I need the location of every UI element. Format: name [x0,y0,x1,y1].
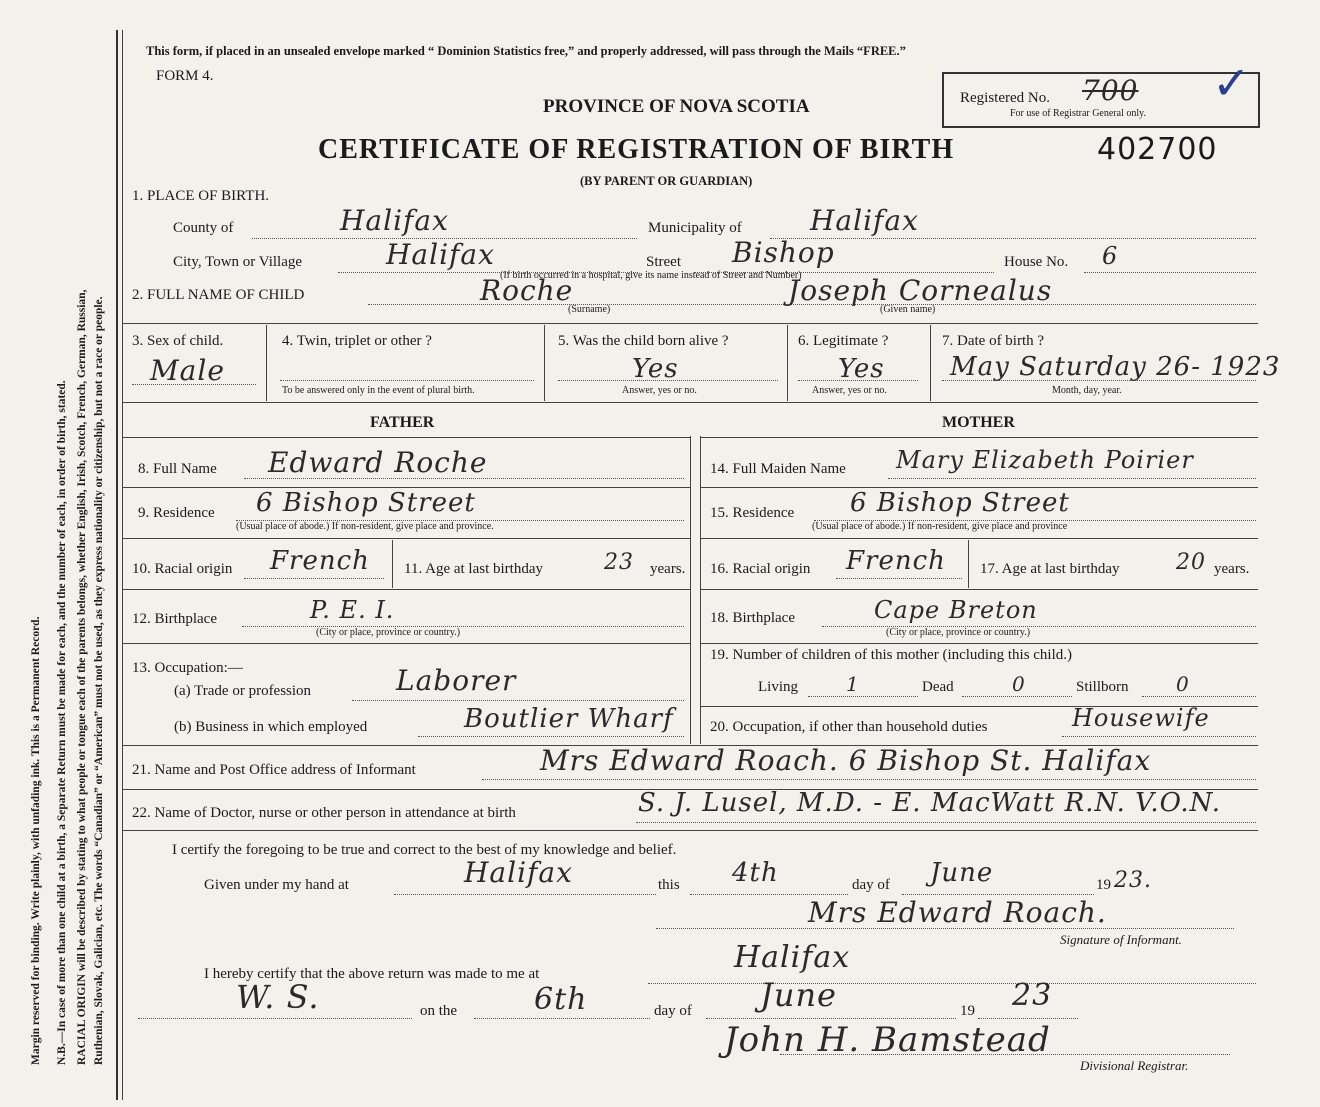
mother-age-value: 20 [1176,550,1206,575]
legitimate-value: Yes [838,354,885,384]
business-value: Boutlier Wharf [464,704,674,734]
twin-label: 4. Twin, triplet or other ? [282,333,432,349]
sex-line [132,384,256,385]
mother-birthplace-value: Cape Breton [874,596,1038,624]
father-age-value: 23 [604,550,634,575]
municipality-value: Halifax [810,204,919,237]
mother-age-label: 17. Age at last birthday [980,561,1120,577]
registrar-day-of-label: day of [654,1003,692,1019]
father-heading: FATHER [370,414,435,431]
legitimate-line [798,380,918,381]
given-under-label: Given under my hand at [204,877,349,893]
informant-signature: Mrs Edward Roach. [808,896,1107,929]
col-divider-1 [266,325,267,401]
mother-residence-value: 6 Bishop Street [850,488,1070,518]
father-line-3 [122,538,690,539]
city-value: Halifax [386,238,495,271]
county-label: County of [173,220,234,236]
side-note-4: Ruthenian, Slovak, Galician, etc. The words “Canadian” or “American” must not be used, as they express nationality or citizenship, but not a race or people. [93,296,105,1065]
registered-no-value: 700 [1082,74,1139,107]
row-border-bottom [122,402,1258,403]
dob-label: 7. Date of birth ? [942,333,1045,349]
mother-line-4 [700,589,1258,590]
city-label: City, Town or Village [173,254,303,270]
mother-race-label: 16. Racial origin [710,561,811,577]
informant-label: 21. Name and Post Office address of Informant [132,762,416,778]
doctor-line [636,822,1256,823]
given-year-value: 23. [1114,868,1152,893]
father-name-value: Edward Roche [268,446,488,479]
mother-top-line [700,437,1258,438]
father-race-value: French [270,546,370,576]
father-residence-note: (Usual place of abode.) If non-resident, give place and province. [236,521,494,532]
mother-birthplace-note: (City or place, province or country.) [886,627,1031,638]
given-day-of-label: day of [852,877,890,893]
legitimate-note: Answer, yes or no. [812,385,887,396]
dead-line [962,696,1072,697]
doctor-label: 22. Name of Doctor, nurse or other person in attendance at birth [132,805,516,821]
municipality-line [770,238,1256,239]
informant-value: Mrs Edward Roach. 6 Bishop St. Halifax [540,744,1152,777]
alive-note: Answer, yes or no. [622,385,697,396]
place-of-birth-label: 1. PLACE OF BIRTH. [132,188,270,204]
living-value: 1 [846,672,860,696]
father-residence-label: 9. Residence [138,505,215,521]
mother-race-divider [968,540,969,588]
street-label: Street [646,254,681,270]
registrar-month-value: June [760,976,837,1014]
twin-note: To be answered only in the event of plural birth. [282,385,475,396]
doctor-bottom-line [122,830,1258,831]
house-line [1084,272,1256,273]
father-birthplace-note: (City or place, province or country.) [316,627,461,638]
business-label: (b) Business in which employed [174,719,368,735]
blue-check-mark: ✓ [1212,58,1251,109]
living-line [808,696,918,697]
occupation-label: 13. Occupation:— [132,660,243,676]
mother-name-value: Mary Elizabeth Poirier [896,446,1194,474]
municipality-label: Municipality of [648,220,742,236]
given-year-prefix: 19 [1096,877,1111,893]
alive-value: Yes [632,354,679,384]
mother-name-line [888,478,1256,479]
father-birthplace-line [242,626,684,627]
given-day-value: 4th [732,858,779,888]
stillborn-value: 0 [1176,672,1190,696]
province-heading: PROVINCE OF NOVA SCOTIA [543,96,810,117]
given-day-line [690,894,848,895]
surname-note: (Surname) [568,304,611,315]
form-number: FORM 4. [156,68,214,84]
registrar-place-line [648,983,1256,984]
child-name-label: 2. FULL NAME OF CHILD [132,287,305,303]
binding-margin-line [116,30,118,1100]
mother-occupation-line [1062,736,1256,737]
house-value: 6 [1102,242,1119,270]
mother-line-3 [700,538,1258,539]
registrar-signature-label: Divisional Registrar. [1080,1058,1189,1073]
alive-label: 5. Was the child born alive ? [558,333,729,349]
hospital-note: (If birth occurred in a hospital, give its name instead of Street and Number) [500,270,802,281]
mother-line-5 [700,643,1258,644]
certificate-subtitle: (BY PARENT OR GUARDIAN) [580,174,753,188]
side-note-3: RACIAL ORIGIN will be described by stating to what people or tongue each of the parents belongs, whether English, Irish, Scotch, French, German, Russian, [76,289,88,1065]
father-race-line [244,578,384,579]
father-birthplace-value: P. E. I. [310,596,395,624]
given-place-line [394,894,656,895]
dob-line [942,380,1256,381]
children-count-label: 19. Number of children of this mother (including this child.) [710,647,1073,663]
father-top-line [122,437,690,438]
registrar-year-line [978,1018,1078,1019]
sex-label: 3. Sex of child. [132,333,224,349]
county-value: Halifax [340,204,449,237]
mother-years: years. [1214,561,1250,577]
stamped-number: 402700 [1097,132,1218,167]
mother-residence-label: 15. Residence [710,505,795,521]
father-race-label: 10. Racial origin [132,561,233,577]
trade-label: (a) Trade or profession [174,683,312,699]
sex-value: Male [150,354,225,387]
trade-line [352,700,684,701]
mother-birthplace-label: 18. Birthplace [710,610,795,626]
dob-value: May Saturday 26- 1923 [950,352,1281,382]
certificate-title: CERTIFICATE OF REGISTRATION OF BIRTH [318,134,955,165]
street-value: Bishop [732,236,835,269]
parents-divider-2 [700,436,701,744]
registrar-place-value: Halifax [734,940,851,975]
mail-notice: This form, if placed in an unsealed envelope marked “ Dominion Statistics free,” and properly addressed, will pass through the Mails “FREE.” [146,44,906,58]
binding-margin-line-2 [122,30,123,1100]
side-note-2: N.B.—In case of more than one child at a birth, a Separate Return must be made for each, and the number of each, in order of birth, stated. [56,380,68,1065]
father-line-4 [122,589,690,590]
signature-label: Signature of Informant. [1060,932,1182,947]
stillborn-line [1142,696,1256,697]
registrar-month-line [706,1018,956,1019]
dead-value: 0 [1012,672,1026,696]
father-years: years. [650,561,686,577]
given-month-line [902,894,1094,895]
stillborn-label: Stillborn [1076,679,1129,695]
father-residence-value: 6 Bishop Street [256,488,476,518]
registrar-at-value: W. S. [236,978,320,1016]
registrar-year-value: 23 [1012,978,1053,1013]
given-place-value: Halifax [464,856,573,889]
child-given-name: Joseph Cornealus [788,274,1053,307]
registered-no-label: Registered No. [960,90,1050,106]
informant-line [482,779,1256,780]
mother-race-line [836,578,962,579]
given-month-value: June [930,858,994,888]
mother-residence-note: (Usual place of abode.) If non-resident, give place and province [812,521,1068,532]
doctor-value: S. J. Lusel, M.D. - E. MacWatt R.N. V.O.N. [638,788,1221,818]
mother-heading: MOTHER [942,414,1015,431]
certify-text: I certify the foregoing to be true and correct to the best of my knowledge and belief. [172,842,677,858]
father-line-5 [122,643,690,644]
father-name-label: 8. Full Name [138,461,217,477]
row-border-top [122,323,1258,324]
house-label: House No. [1004,254,1069,270]
living-label: Living [758,679,798,695]
father-birthplace-label: 12. Birthplace [132,611,217,627]
registrar-at-line [138,1018,412,1019]
registrar-certify-text: I hereby certify that the above return was made to me at [204,966,540,982]
dead-label: Dead [922,679,954,695]
father-age-label: 11. Age at last birthday [404,561,543,577]
trade-value: Laborer [396,664,517,697]
on-the-label: on the [420,1003,458,1019]
given-name-note: (Given name) [880,304,936,315]
child-surname: Roche [480,274,574,307]
col-divider-4 [930,325,931,401]
parents-divider-1 [690,436,691,744]
registrar-general-note: For use of Registrar General only. [1010,108,1146,119]
alive-line [558,380,778,381]
mother-name-label: 14. Full Maiden Name [710,461,846,477]
registrar-day-line [474,1018,650,1019]
registrar-day-value: 6th [534,982,588,1017]
col-divider-3 [787,325,788,401]
col-divider-2 [544,325,545,401]
twin-line [280,380,534,381]
legitimate-label: 6. Legitimate ? [798,333,889,349]
mother-occupation-label: 20. Occupation, if other than household duties [710,719,988,735]
this-label: this [658,877,680,893]
dob-note: Month, day, year. [1052,385,1122,396]
business-line [418,736,684,737]
father-race-divider [392,540,393,588]
registrar-year-prefix: 19 [960,1003,975,1019]
mother-race-value: French [846,546,946,576]
registrar-signature-line [780,1054,1230,1055]
side-note-1: Margin reserved for binding. Write plainly, with unfading ink. This is a Permanent Record. [30,616,42,1065]
registrar-signature: John H. Bamstead [724,1020,1051,1060]
mother-occupation-value: Housewife [1072,704,1210,732]
